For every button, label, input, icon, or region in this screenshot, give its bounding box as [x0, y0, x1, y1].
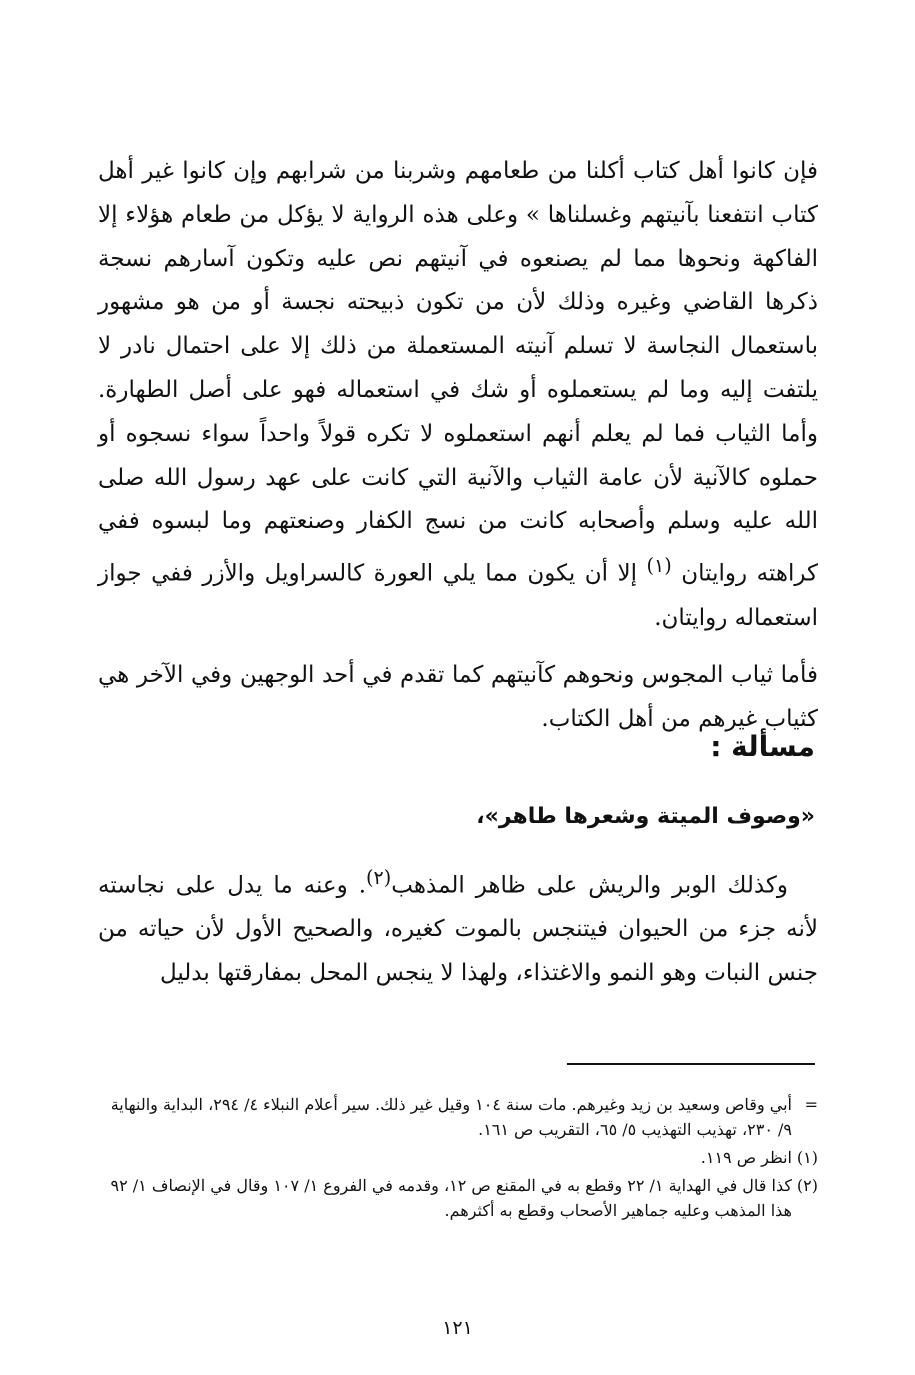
footnote-reference: (١) [646, 554, 672, 578]
footnotes [98, 1092, 818, 1223]
footnote-text: كذا قال في الهداية ١/ ٢٢ وقطع به في المقنع ص ١٢، وقدمه في الفروع ١/ ١٠٧ وقال في الإنصاف ١/ ٩٢ هذا المذهب وعليه جماهير الأصحاب وقطع به أكثرهم. [110, 1176, 792, 1220]
footnote-item [98, 1145, 818, 1170]
paragraph-text: وكذلك الوبر والريش على ظاهر المذهب [391, 872, 788, 899]
footnote-text: أبي وقاص وسعيد بن زيد وغيرهم. مات سنة ١٠٤ وقيل غير ذلك. سير أعلام النبلاء ٤/ ٢٩٤، البداية والنهاية ٩/ ٢٣٠، تهذيب التهذيب ٥/ ٦٥، التقريب ص ١٦١. [110, 1095, 792, 1139]
page-number: ١٢١ [442, 1317, 473, 1339]
main-text-continued [98, 856, 818, 996]
footnote-marker: = [804, 1095, 818, 1114]
paragraph-text: إلا أن يكون مما يلي العورة كالسراويل والأزر ففي جواز استعماله روايتان. [98, 560, 818, 631]
footnote-text: انظر ص ١١٩. [700, 1148, 792, 1167]
paragraph: فأما ثياب المجوس ونحوهم كآنيتهم كما تقدم في أحد الوجهين وفي الآخر هي كثياب غيرهم من أهل الكتاب. [98, 662, 818, 733]
paragraph [98, 856, 818, 996]
footnote-marker: (٢) [796, 1176, 818, 1195]
paragraph [98, 150, 818, 640]
footnote-separator [567, 1063, 815, 1065]
section-heading: مسألة : [710, 730, 815, 763]
section-subheading: «وصوف الميتة وشعرها طاهر»، [476, 804, 815, 829]
footnote-marker: (١) [796, 1148, 818, 1167]
footnote-item [98, 1092, 818, 1142]
paragraph-text: فإن كانوا أهل كتاب أكلنا من طعامهم وشربنا من شرابهم وإن كانوا غير أهل كتاب انتفعنا بآنيتهم وغسلناها » وعلى هذه الرواية لا يؤكل من طعام هؤلاء إلا الفاكهة ونحوها مما لم يصنعوه في آنيتهم نص عليه وتكون آسارهم نسجة ذكرها القاضي وغيره وذلك لأن من تكون ذبيحته نجسة أو من هو مشهور باستعمال النجاسة لا تسلم آنيته المستعملة من ذلك إلا على احتمال نادر لا يلتفت إليه وما لم يستعملوه أو شك في استعماله فهو على أصل الطهارة. وأما الثياب فما لم يعلم أنهم استعملوه لا تكره قولاً واحداً سواء نسجوه أو حملوه كالآنية لأن عامة الثياب والآنية التي كانت على عهد رسول الله صلى الله عليه وسلم وأصحابه كانت من نسج الكفار وصنعتهم وما لبسوه ففي كراهته روايتان [98, 158, 819, 587]
footnote-item [98, 1173, 818, 1223]
main-text [98, 150, 818, 742]
paragraph-text: . وعنه ما يدل على نجاسته لأنه جزء من الحيوان فيتنجس بالموت كغيره، والصحيح الأول لأن حياته من جنس النبات وهو النمو والاغتذاء، ولهذا لا ينجس المحل بمفارقتها بدليل [98, 872, 818, 987]
footnote-reference: (٢) [366, 866, 392, 889]
